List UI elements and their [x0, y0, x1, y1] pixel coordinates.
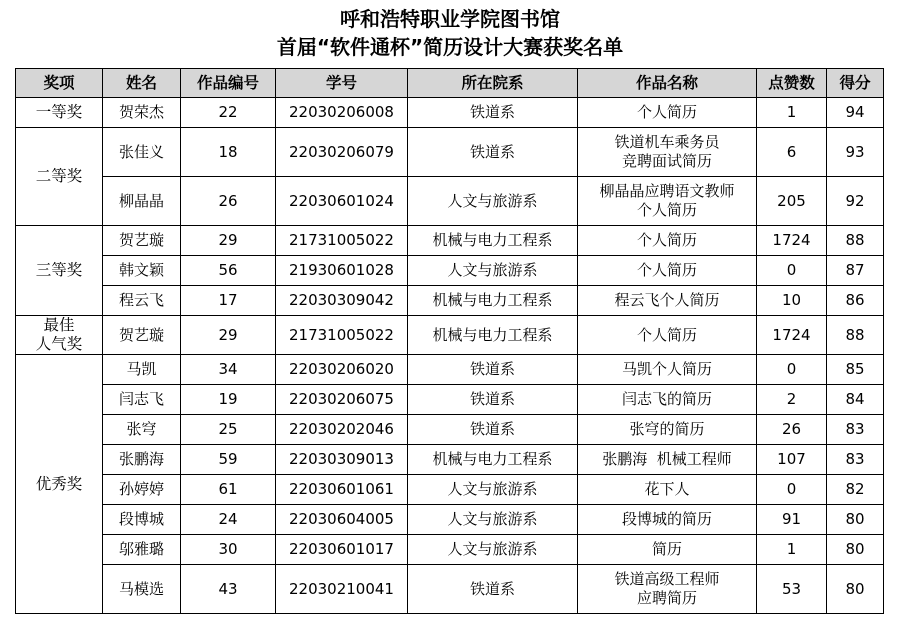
likes-cell: 10 [757, 286, 827, 316]
table-row [16, 256, 884, 286]
score-cell: 88 [827, 316, 884, 355]
score-cell: 88 [827, 226, 884, 256]
department-cell: 铁道系 [408, 565, 578, 614]
name-cell: 闫志飞 [103, 385, 181, 415]
work-title-line: 马凯个人简历 [621, 360, 712, 378]
student-id-cell: 22030601024 [276, 177, 408, 226]
likes-cell: 2 [757, 385, 827, 415]
score-cell: 86 [827, 286, 884, 316]
likes-cell: 205 [757, 177, 827, 226]
work-title-cell [578, 415, 757, 445]
table-row [16, 128, 884, 177]
header-award: 奖项 [16, 69, 103, 98]
student-id-cell: 21930601028 [276, 256, 408, 286]
name-cell: 贺艺璇 [103, 226, 181, 256]
name-cell: 程云飞 [103, 286, 181, 316]
student-id-cell: 21731005022 [276, 316, 408, 355]
department-cell: 机械与电力工程系 [408, 286, 578, 316]
name-cell: 张穹 [103, 415, 181, 445]
work-title-line: 柳晶晶应聘语文教师 [599, 182, 735, 200]
student-id-cell: 21731005022 [276, 226, 408, 256]
likes-cell: 6 [757, 128, 827, 177]
award-cell: 一等奖 [16, 98, 103, 128]
table-row [16, 475, 884, 505]
department-cell: 铁道系 [408, 355, 578, 385]
likes-cell: 107 [757, 445, 827, 475]
name-cell: 邬雅璐 [103, 535, 181, 565]
name-cell: 贺荣杰 [103, 98, 181, 128]
department-cell: 铁道系 [408, 385, 578, 415]
score-cell: 80 [827, 565, 884, 614]
table-row [16, 535, 884, 565]
work-title-cell [578, 385, 757, 415]
student-id-cell: 22030604005 [276, 505, 408, 535]
table-row [16, 445, 884, 475]
header-score: 得分 [827, 69, 884, 98]
award-cell: 最佳 人气奖 [16, 316, 103, 355]
work-title-cell [578, 535, 757, 565]
student-id-cell: 22030601017 [276, 535, 408, 565]
work-title-line: 个人简历 [636, 261, 697, 279]
name-cell: 段博城 [103, 505, 181, 535]
score-cell: 94 [827, 98, 884, 128]
likes-cell: 1 [757, 98, 827, 128]
work-title-cell [578, 98, 757, 128]
awards-table-body [16, 98, 884, 614]
work-title-cell [578, 128, 757, 177]
likes-cell: 26 [757, 415, 827, 445]
work-title-line: 段博城的简历 [621, 510, 712, 528]
work-title-line: 个人简历 [636, 201, 697, 219]
name-cell: 马凯 [103, 355, 181, 385]
likes-cell: 0 [757, 475, 827, 505]
department-cell: 人文与旅游系 [408, 256, 578, 286]
department-cell: 机械与电力工程系 [408, 445, 578, 475]
department-cell: 机械与电力工程系 [408, 226, 578, 256]
work-no-cell: 59 [181, 445, 276, 475]
department-cell: 铁道系 [408, 128, 578, 177]
likes-cell: 1 [757, 535, 827, 565]
work-no-cell: 19 [181, 385, 276, 415]
department-cell: 人文与旅游系 [408, 505, 578, 535]
likes-cell: 0 [757, 355, 827, 385]
header-work-no: 作品编号 [181, 69, 276, 98]
table-row [16, 316, 884, 355]
score-cell: 83 [827, 445, 884, 475]
student-id-cell: 22030202046 [276, 415, 408, 445]
award-cell: 三等奖 [16, 226, 103, 316]
work-title-line: 铁道高级工程师 [614, 570, 720, 588]
name-cell: 张佳义 [103, 128, 181, 177]
department-cell: 铁道系 [408, 98, 578, 128]
likes-cell: 53 [757, 565, 827, 614]
student-id-cell: 22030206075 [276, 385, 408, 415]
name-cell: 贺艺璇 [103, 316, 181, 355]
likes-cell: 1724 [757, 226, 827, 256]
work-title-line: 张鹏海 机械工程师 [602, 450, 732, 468]
name-cell: 韩文颖 [103, 256, 181, 286]
score-cell: 93 [827, 128, 884, 177]
table-row [16, 355, 884, 385]
work-no-cell: 25 [181, 415, 276, 445]
department-cell: 人文与旅游系 [408, 475, 578, 505]
work-title-cell [578, 355, 757, 385]
awards-table [15, 68, 884, 614]
document-subtitle: 首届“软件通杯”简历设计大赛获奖名单 [276, 35, 624, 59]
work-no-cell: 29 [181, 316, 276, 355]
department-cell: 人文与旅游系 [408, 535, 578, 565]
work-title-line: 个人简历 [636, 103, 697, 121]
student-id-cell: 22030601061 [276, 475, 408, 505]
score-cell: 80 [827, 535, 884, 565]
work-no-cell: 30 [181, 535, 276, 565]
header-name: 姓名 [103, 69, 181, 98]
work-no-cell: 34 [181, 355, 276, 385]
award-cell: 二等奖 [16, 128, 103, 226]
table-row [16, 286, 884, 316]
score-cell: 83 [827, 415, 884, 445]
document-title: 呼和浩特职业学院图书馆 [340, 7, 560, 31]
work-title-line: 铁道机车乘务员 [614, 133, 720, 151]
work-title-line: 个人简历 [636, 325, 697, 344]
score-cell: 85 [827, 355, 884, 385]
department-cell: 铁道系 [408, 415, 578, 445]
likes-cell: 91 [757, 505, 827, 535]
name-cell: 张鹏海 [103, 445, 181, 475]
header-student-id: 学号 [276, 69, 408, 98]
table-row [16, 415, 884, 445]
score-cell: 87 [827, 256, 884, 286]
work-no-cell: 56 [181, 256, 276, 286]
work-title-cell [578, 445, 757, 475]
score-cell: 84 [827, 385, 884, 415]
work-no-cell: 26 [181, 177, 276, 226]
student-id-cell: 22030210041 [276, 565, 408, 614]
work-title-line: 个人简历 [636, 231, 697, 249]
table-row [16, 565, 884, 614]
work-title-line: 张穹的简历 [629, 420, 705, 438]
work-no-cell: 18 [181, 128, 276, 177]
score-cell: 92 [827, 177, 884, 226]
work-title-cell [578, 177, 757, 226]
work-title-cell [578, 505, 757, 535]
student-id-cell: 22030206008 [276, 98, 408, 128]
table-row [16, 98, 884, 128]
work-title-cell [578, 565, 757, 614]
work-no-cell: 61 [181, 475, 276, 505]
score-cell: 82 [827, 475, 884, 505]
student-id-cell: 22030309042 [276, 286, 408, 316]
work-no-cell: 29 [181, 226, 276, 256]
work-title-line: 简历 [651, 540, 682, 558]
name-cell: 柳晶晶 [103, 177, 181, 226]
table-row [16, 226, 884, 256]
work-title-cell [578, 256, 757, 286]
work-title-cell [578, 475, 757, 505]
student-id-cell: 22030206079 [276, 128, 408, 177]
work-title-cell [578, 316, 757, 355]
work-title-line: 程云飞个人简历 [614, 291, 720, 309]
likes-cell: 0 [757, 256, 827, 286]
work-title-line: 花下人 [644, 480, 690, 498]
work-title-line: 闫志飞的简历 [621, 390, 712, 408]
student-id-cell: 22030309013 [276, 445, 408, 475]
score-cell: 80 [827, 505, 884, 535]
work-no-cell: 22 [181, 98, 276, 128]
work-title-cell [578, 286, 757, 316]
work-title-line: 应聘简历 [636, 589, 697, 607]
student-id-cell: 22030206020 [276, 355, 408, 385]
work-no-cell: 43 [181, 565, 276, 614]
name-cell: 孙婷婷 [103, 475, 181, 505]
table-row [16, 505, 884, 535]
table-row [16, 177, 884, 226]
header-likes: 点赞数 [757, 69, 827, 98]
work-title-cell [578, 226, 757, 256]
header-work-title: 作品名称 [578, 69, 757, 98]
department-cell: 人文与旅游系 [408, 177, 578, 226]
name-cell: 马模选 [103, 565, 181, 614]
department-cell: 机械与电力工程系 [408, 316, 578, 355]
work-no-cell: 24 [181, 505, 276, 535]
header-department: 所在院系 [408, 69, 578, 98]
likes-cell: 1724 [757, 316, 827, 355]
work-no-cell: 17 [181, 286, 276, 316]
table-row [16, 385, 884, 415]
award-cell: 优秀奖 [16, 355, 103, 614]
header-row [16, 69, 884, 98]
work-title-line: 竞聘面试简历 [621, 152, 712, 170]
